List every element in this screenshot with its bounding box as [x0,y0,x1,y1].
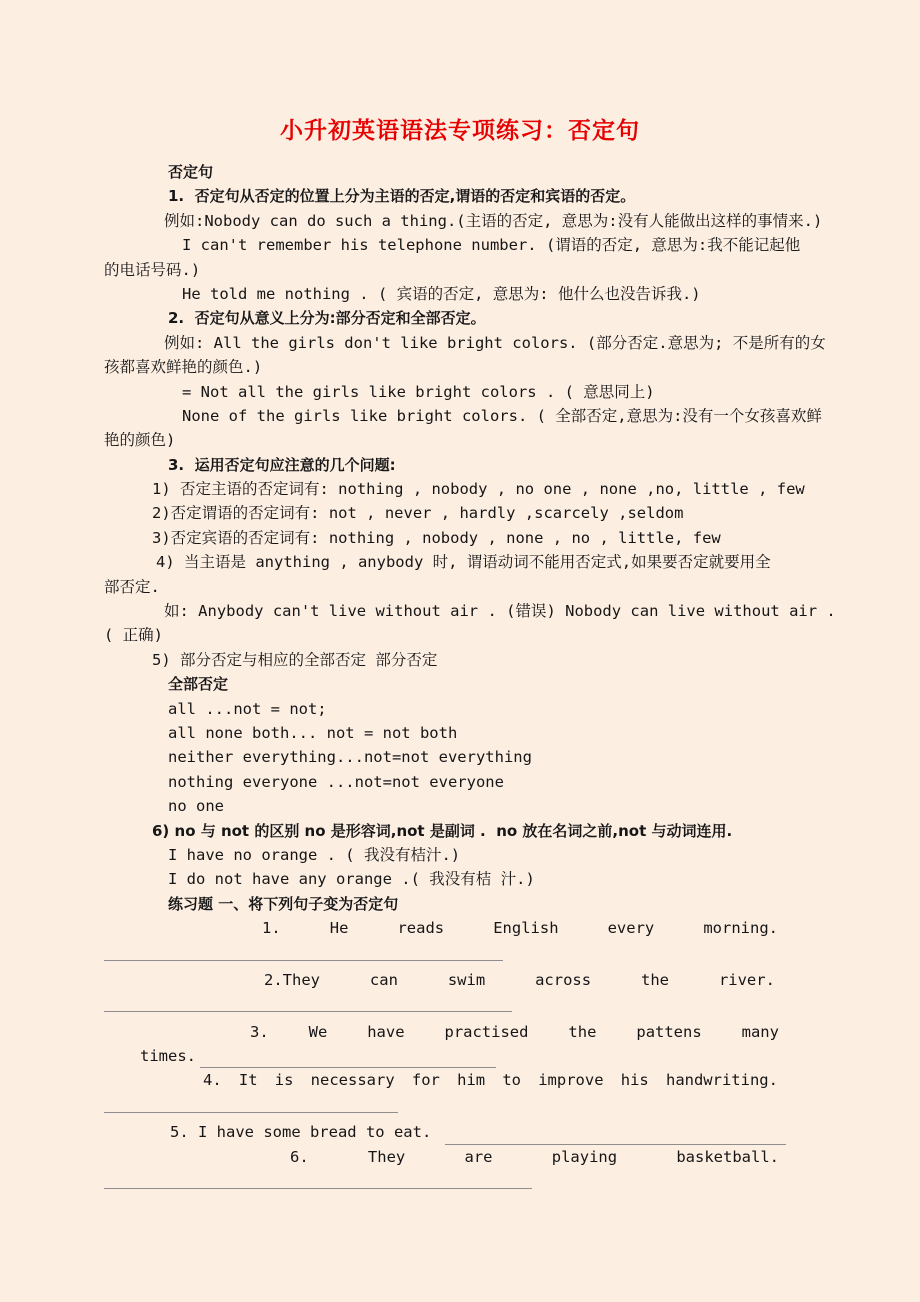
answer-line [104,992,512,1012]
word: necessary [310,1071,395,1090]
doc-line: 部否定. [104,577,160,596]
doc-line: neither everything...not=not everything [168,748,532,767]
answer-line-rule [139,992,512,1012]
doc-line: 练习题 一、将下列句子变为否定句 [168,894,399,913]
doc-line: 艳的颜色) [104,431,176,450]
word: can [369,970,398,989]
word: 1. [262,919,281,938]
document-title: 小升初英语语法专项练习：否定句 [280,118,640,144]
word: 3. [250,1022,269,1041]
doc-line: 例如:Nobody can do such a thing.(主语的否定, 意思为:没有人能做出这样的事情来.) [164,211,823,230]
answer-line [104,941,503,961]
word: is [274,1071,294,1090]
word: river. [718,970,775,989]
doc-line [104,916,786,940]
word: across [535,970,592,989]
doc-line: 6) no 与 not 的区别 no 是形容词,not 是副词 . no 放在名词之前,not 与动词连用. [152,821,733,840]
word: It [238,1071,258,1090]
word: practised [444,1022,529,1041]
doc-line: 2. 否定句从意义上分为:部分否定和全部否定。 [168,309,486,328]
doc-line: = Not all the girls like bright colors . ( 意思同上) [182,382,655,401]
word: improve [538,1071,604,1090]
doc-line: None of the girls like bright colors. ( 全部否定,意思为:没有一个女孩喜欢鲜 [182,406,822,425]
doc-line: 2)否定谓语的否定词有: not , never , hardly ,scarcely ,seldom [152,504,684,523]
word: reads [397,919,445,938]
doc-line [104,1020,786,1044]
word: English [493,919,559,938]
word: playing [551,1147,618,1166]
word: pattens [636,1022,702,1041]
word: to [502,1071,521,1090]
doc-line [104,1044,786,1068]
word: 2.They [264,970,320,989]
word: his [620,1071,649,1090]
doc-line [104,1068,786,1092]
word: swim [447,970,486,989]
doc-line: 3)否定宾语的否定词有: nothing , nobody , none , no , little, few [152,528,721,547]
word: basketball. [676,1147,779,1166]
word: They [367,1147,406,1166]
doc-line [104,1145,786,1169]
word: handwriting. [665,1071,778,1090]
doc-line-text: times. [140,1047,196,1066]
doc-line: 3. 运用否定句应注意的几个问题: [168,455,396,474]
answer-line [104,1169,532,1189]
word: have [367,1022,405,1041]
answer-line-rule [200,1048,496,1068]
word: We [308,1022,328,1041]
doc-line: 1) 否定主语的否定词有: nothing , nobody , no one , none ,no, little , few [152,480,805,499]
word: He [329,919,349,938]
word: are [464,1147,493,1166]
word: 6. [290,1147,309,1166]
answer-line-rule [445,1125,786,1145]
doc-line: I do not have any orange .( 我没有桔 汁.) [168,870,535,889]
word: morning. [703,919,778,938]
word: for [411,1071,440,1090]
doc-line: He told me nothing . ( 宾语的否定, 意思为: 他什么也没告诉我.) [182,284,701,303]
doc-line: all none both... not = not both [168,723,458,742]
doc-line: nothing everyone ...not=not everyone [168,772,504,791]
doc-line: all ...not = not; [168,699,327,718]
answer-line-rule [139,1093,398,1113]
doc-line: 如: Anybody can't live without air . (错误) Nobody can live without air . [164,602,836,621]
document-body [104,160,836,1196]
doc-line: 5) 部分否定与相应的全部否定 部分否定 [152,650,438,669]
doc-line: 全部否定 [168,675,229,694]
doc-line: 否定句 [168,163,214,181]
doc-line: ( 正确) [104,626,163,645]
doc-line [104,1120,786,1144]
word: 4. [203,1071,222,1090]
doc-line: 4) 当主语是 anything , anybody 时, 谓语动词不能用否定式,如果要否定就要用全 [156,553,771,572]
doc-line: no one [168,797,224,816]
word: him [457,1071,486,1090]
word: the [641,970,670,989]
answer-line [104,1093,398,1113]
doc-line: 的电话号码.) [104,260,201,279]
answer-line-rule [139,1169,532,1189]
doc-line: I can't remember his telephone number. (谓语的否定, 意思为:我不能记起他 [182,236,801,255]
doc-line: I have no orange . ( 我没有桔汁.) [168,845,461,864]
doc-line: 孩都喜欢鲜艳的颜色.) [104,358,263,377]
word: every [607,919,655,938]
answer-line-rule [139,941,503,961]
doc-line-text: 5. I have some bread to eat. [170,1123,441,1142]
word: many [741,1022,779,1041]
doc-line: 例如: All the girls don't like bright colors. (部分否定.意思为; 不是所有的女 [164,333,826,352]
doc-line [104,968,786,992]
doc-line: 1. 否定句从否定的位置上分为主语的否定,谓语的否定和宾语的否定。 [168,187,636,206]
word: the [568,1022,597,1041]
